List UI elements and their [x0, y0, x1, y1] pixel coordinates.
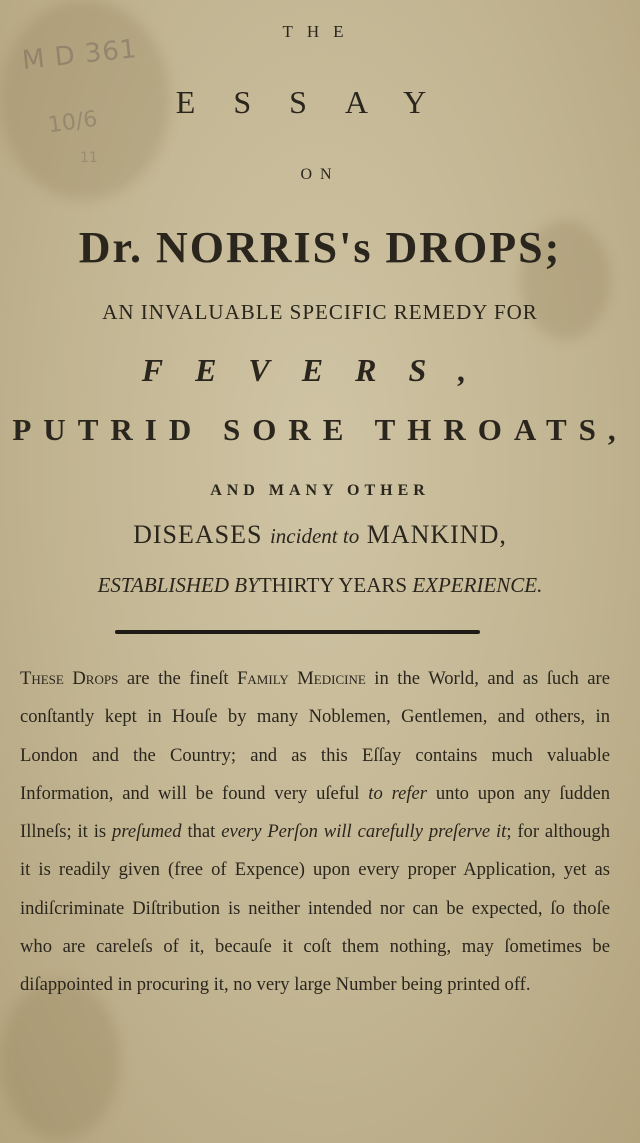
subtitle-fevers: FEVERS, — [141, 352, 499, 388]
body-text-run: unto upon any ſudden Illneſs; it is — [20, 782, 610, 843]
subtitle-remedy: AN INVALUABLE SPECIFIC REMEDY FOR — [102, 300, 538, 324]
manuscript-note: 10/6 — [46, 106, 99, 139]
body-text-run: that — [181, 821, 222, 843]
family-medicine: Family Medicine — [237, 668, 366, 689]
established-by: ESTABLISHED BY — [97, 573, 259, 597]
subtitle-many-other: AND MANY OTHER — [210, 482, 430, 499]
experience-word: EXPERIENCE. — [412, 573, 543, 597]
body-lead: These Drops — [20, 668, 119, 689]
body-text-run: in the World, and as ſuch are conſtantly kept in Houſe by many Noblemen, Gentlemen, and others, in London and the Country; and as this Eſſay contains much valuable Information, and will be found very uſeful — [20, 668, 610, 804]
title-the: THE — [282, 22, 358, 41]
diseases-word: DISEASES — [133, 520, 270, 549]
incident-to: incident to — [269, 524, 360, 548]
manuscript-shelfmark: M D 361 — [20, 34, 139, 76]
subtitle-established — [0, 573, 640, 598]
body-text-run: are the fineſt — [118, 668, 238, 689]
title-on: ON — [300, 166, 340, 183]
title-essay: ESSAY — [175, 84, 465, 120]
mankind-word: MANKIND, — [359, 520, 507, 549]
title-drops: Dr. NORRIS's DROPS; — [78, 223, 562, 272]
subtitle-putrid-sore-throats: PUTRID SORE THROATS, — [12, 412, 628, 447]
body-text-run: ; for although it is readily given (free of Expence) upon every proper Application, yet as indiſcriminate Diſtribution is neither intended nor can be expected, ſo thoſe who are careleſs of it, becauſe it coſt them nothing, may ſometimes be diſappointed in procuring it, no very large Number being printed off. — [20, 821, 610, 996]
subtitle-diseases — [0, 520, 640, 550]
body-italic-run: every Perſon will carefully preſerve it — [221, 821, 507, 843]
manuscript-note: 11 — [80, 150, 98, 166]
body-italic-run: to refer — [368, 782, 428, 804]
body-italic-run: preſumed — [112, 821, 182, 843]
thirty-years: THIRTY YEARS — [258, 573, 413, 597]
body-paragraph — [20, 660, 610, 1005]
divider-rule — [115, 630, 480, 634]
